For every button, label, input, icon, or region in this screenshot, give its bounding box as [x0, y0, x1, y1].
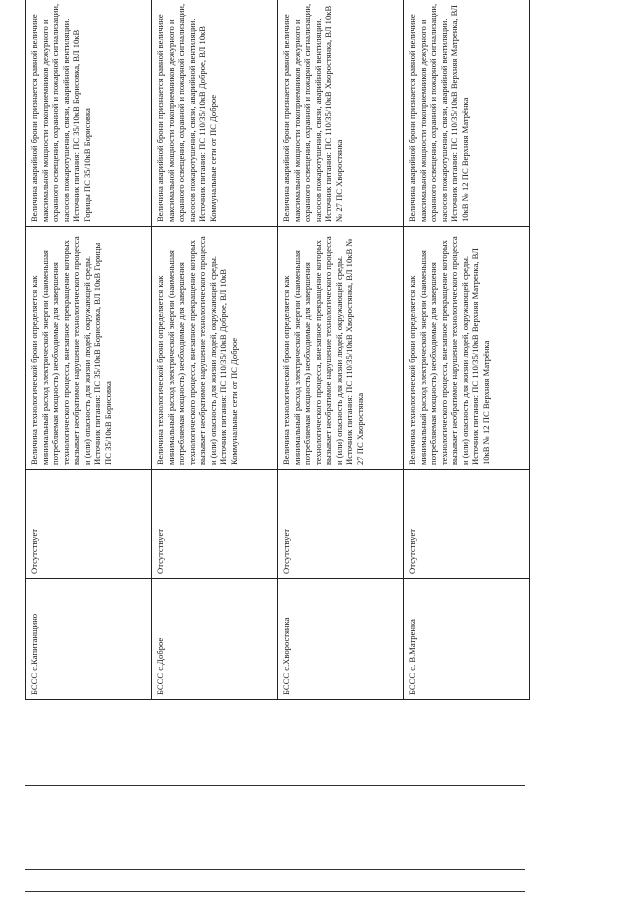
object-name-cell: БССС с. В.Матренка	[404, 579, 530, 700]
status-cell: Отсутствует	[404, 470, 530, 579]
table-row	[26, 0, 152, 700]
horizontal-rule	[25, 785, 525, 786]
status-cell: Отсутствует	[26, 470, 152, 579]
status-cell: Отсутствует	[152, 470, 278, 579]
object-name-cell: БССС с.Хворостянка	[278, 579, 404, 700]
technological-reserve-cell: Величина технологической брони определяется как минимальный расход электрической энергии (наименьшая потребляемая мощность) необходимые для завершения технологического процесса, внезапное прекращение которых вызывает необратимое нарушение технологического процесса и (или) опасность для жизни людей, окружающей среды. Источник питания: ПС 35/10кВ Борисовка, ВЛ 10кВ Горицы ПС 35/10кВ Борисовка	[26, 227, 152, 470]
technological-reserve-cell: Величина технологической брони определяется как минимальный расход электрической энергии (наименьшая потребляемая мощность) необходимые для завершения технологического процесса, внезапное прекращение которых вызывает необратимое нарушение технологического процесса и (или) опасность для жизни людей, окружающей среды. Источник питания: ПС 110/35/10кВ Верхняя Матренка, ВЛ 10кВ № 12 ПС Верхняя Матрёнка	[404, 227, 530, 470]
emergency-reserve-cell: Величина аварийной брони признается равной величине максимальной мощности токоприемников дежурного и охранного освещения, охранной и пожарной сигнализации, насосов пожаротушения, связи, аварийной вентиляции. Источник питания: ПС 110/35/10кВ Верхняя Матренка, ВЛ 10кВ № 12 ПС Верхняя Матрёнка	[404, 0, 530, 227]
rotated-table-container	[25, 3, 529, 700]
technological-reserve-cell: Величина технологической брони определяется как минимальный расход электрической энергии (наименьшая потребляемая мощность) необходимые для завершения технологического процесса, внезапное прекращение которых вызывает необратимое нарушение технологического процесса и (или) опасность для жизни людей, окружающей среды. Источник питания: ПС 110/35/10кВ Доброе, ВЛ 10кВ Коммунальные сети от ПС Доброе	[152, 227, 278, 470]
emergency-reserve-cell: Величина аварийной брони признается равной величине максимальной мощности токоприемников дежурного и охранного освещения, охранной и пожарной сигнализации, насосов пожаротушения, связи, аварийной вентиляции. Источник питания: ПС 110/35/10кВ Хворостянка, ВЛ 10кВ № 27 ПС Хворостянка	[278, 0, 404, 227]
horizontal-rule	[25, 891, 525, 892]
emergency-reserve-cell: Величина аварийной брони признается равной величине максимальной мощности токоприемников дежурного и охранного освещения, охранной и пожарной сигнализации, насосов пожаротушения, связи, аварийной вентиляции. Источник питания: ПС 110/35/10кВ Доброе, ВЛ 10кВ Коммунальные сети от ПС Доброе	[152, 0, 278, 227]
table-row	[278, 0, 404, 700]
power-reserve-table	[25, 0, 530, 700]
status-cell: Отсутствует	[278, 470, 404, 579]
emergency-reserve-cell: Величина аварийной брони признается равной величине максимальной мощности токоприемников дежурного и охранного освещения, охранной и пожарной сигнализации, насосов пожаротушения, связи, аварийной вентиляции. Источник питания: ПС 35/10кВ Борисовка, ВЛ 10кВ Горицы ПС 35/10кВ Борисовка	[26, 0, 152, 227]
object-name-cell: БССС с.Доброе	[152, 579, 278, 700]
horizontal-rule	[25, 869, 525, 870]
table-row	[404, 0, 530, 700]
object-name-cell: БССС с.Капитанщино	[26, 579, 152, 700]
table-row	[152, 0, 278, 700]
technological-reserve-cell: Величина технологической брони определяется как минимальный расход электрической энергии (наименьшая потребляемая мощность) необходимые для завершения технологического процесса, внезапное прекращение которых вызывает необратимое нарушение технологического процесса и (или) опасность для жизни людей, окружающей среды. Источник питания: ПС 110/35/10кВ Хворостянка, ВЛ 10кВ № 27 ПС Хворостянка	[278, 227, 404, 470]
